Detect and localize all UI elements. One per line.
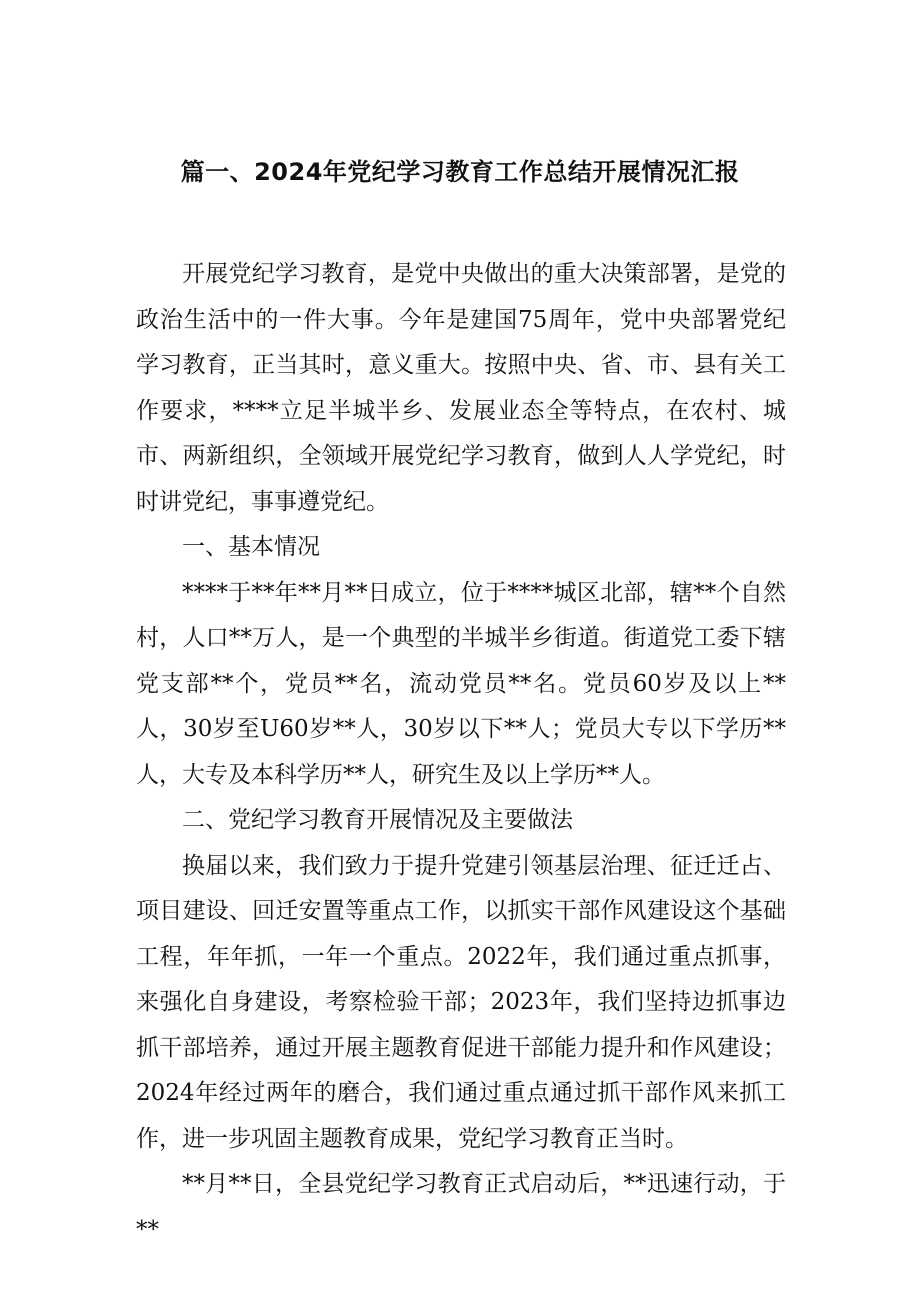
paragraph-since-election: 换届以来，我们致力于提升党建引领基层治理、征迁迁占、项目建设、回迁安置等重点工作，以抓实干部作风建设这个基础工程，年年抓，一年一个重点。2022年，我们通过重点抓事，来强化自身建设，考察检验干部；2023年，我们坚持边抓事边抓干部培养，通过开展主题教育促进干部能力提升和作风建设；2024年经过两年的磨合，我们通过重点通过抓干部作风来抓工作，进一步巩固主题教育成果，党纪学习教育正当时。 xyxy=(136,852,786,1152)
paragraph-basic-situation: ****于**年**月**日成立，位于****城区北部，辖**个自然村，人口**万人，是一个典型的半城半乡街道。街道党工委下辖党支部**个，党员**名，流动党员**名。党员60岁及以上**人，30岁至U60岁**人，30岁以下**人；党员大专以下学历**人，大专及本科学历**人，研究生及以上学历**人。 xyxy=(136,579,786,788)
document-body xyxy=(136,252,786,1253)
heading-education-progress: 二、党纪学习教育开展情况及主要做法 xyxy=(182,807,573,833)
heading-basic-situation: 一、基本情况 xyxy=(182,534,320,560)
document-title: 篇一、2024年党纪学习教育工作总结开展情况汇报 xyxy=(180,158,740,186)
paragraph-launch: **月**日，全县党纪学习教育正式启动后，**迅速行动，于** xyxy=(136,1171,786,1243)
paragraph-intro: 开展党纪学习教育，是党中央做出的重大决策部署，是党的政治生活中的一件大事。今年是建国75周年，党中央部署党纪学习教育，正当其时，意义重大。按照中央、省、市、县有关工作要求，****立足半城半乡、发展业态全等特点，在农村、城市、两新组织，全领域开展党纪学习教育，做到人人学党纪，时时讲党纪，事事遵党纪。 xyxy=(136,261,786,515)
